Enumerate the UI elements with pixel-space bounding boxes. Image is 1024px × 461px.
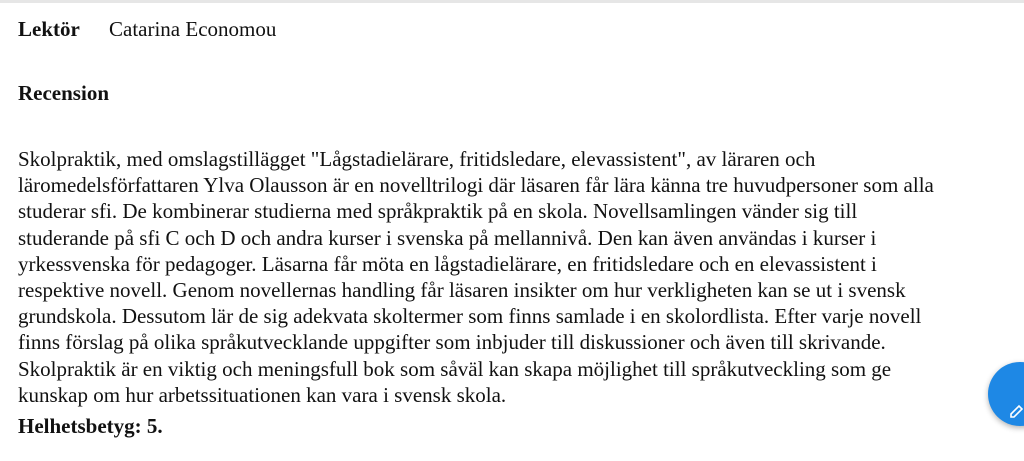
review-line: studerande på sfi C och D och andra kurser i svenska på mellannivå. Den kan även användas i kurser i xyxy=(18,225,877,250)
review-line: Skolpraktik är en viktig och meningsfull bok som såväl kan skapa möjlighet till språkutveckling som ge xyxy=(18,356,892,381)
review-line: Skolpraktik, med omslagstillägget "Lågstadielärare, fritidsledare, elevassistent", av läraren och xyxy=(18,147,816,171)
review-line: finns förslag på olika språkutvecklande uppgifter som inbjuder till diskussioner och även till skrivande. xyxy=(18,330,886,355)
review-line: yrkessvenska för pedagoger. Läsarna får möta en lågstadielärare, en fritidsledare och en elevassistent i xyxy=(18,251,877,276)
reviewer-row xyxy=(18,16,276,42)
top-divider xyxy=(0,0,1024,3)
review-line: studerar sfi. De kombinerar studierna med språkpraktik på en skola. Novellsamlingen vänder sig till xyxy=(18,199,858,224)
review-line: respektive novell. Genom novellernas handling får läsaren insikter om hur verkligheten kan se ut i svensk xyxy=(18,278,906,303)
review-heading: Recension xyxy=(18,81,109,105)
review-line: läromedelsförfattaren Ylva Olausson är en novelltrilogi där läsaren får lära känna tre huvudpersoner som alla xyxy=(18,173,934,198)
review-line: grundskola. Dessutom lär de sig adekvata skoltermer som finns samlade i en skolordlista. Efter varje novell xyxy=(18,304,922,329)
review-line: kunskap om hur arbetssituationen kan vara i svensk skola. xyxy=(18,382,507,407)
review-text xyxy=(18,146,1024,408)
overall-rating: Helhetsbetyg: 5. xyxy=(18,414,163,438)
reviewer-name: Catarina Economou xyxy=(109,17,277,41)
edit-icon xyxy=(1010,404,1024,418)
reviewer-label: Lektör xyxy=(18,17,80,41)
